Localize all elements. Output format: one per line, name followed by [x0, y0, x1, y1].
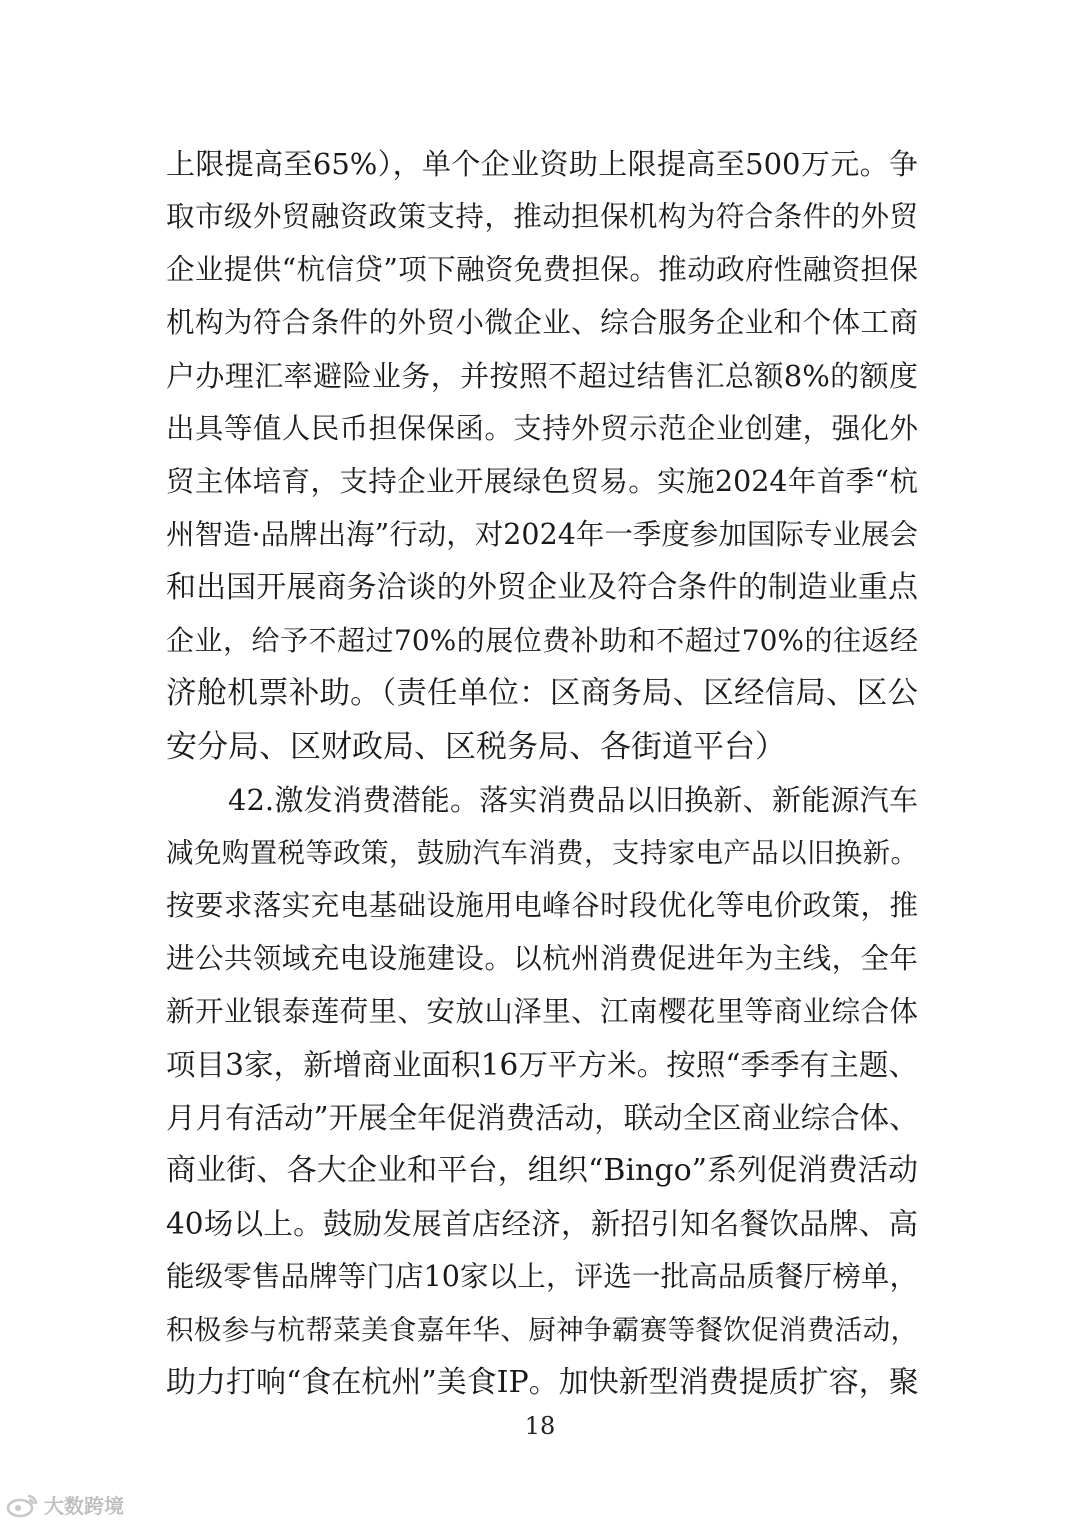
watermark-text: 大数跨境 — [44, 1494, 124, 1518]
text-line: 贸主体培育，支持企业开展绿色贸易。实施2024年首季“杭 — [166, 465, 918, 498]
text-line: 积极参与杭帮菜美食嘉年华、厨神争霸赛等餐饮促消费活动， — [166, 1314, 918, 1346]
page-number: 18 — [524, 1412, 556, 1440]
text-line: 助力打响“食在杭州”美食IP。加快新型消费提质扩容，聚 — [166, 1365, 919, 1400]
text-line: 月月有活动”开展全年促消费活动，联动全区商业综合体、 — [166, 1101, 919, 1135]
text-line: 企业提供“杭信贷”项下融资免费担保。推动政府性融资担保 — [166, 253, 918, 286]
text-line: 和出国开展商务洽谈的外贸企业及符合条件的制造业重点 — [166, 570, 918, 605]
watermark — [6, 1490, 124, 1519]
text-line: 企业，给予不超过70%的展位费补助和不超过70%的往返经 — [166, 624, 918, 657]
text-line: 安分局、区财政局、区税务局、各街道平台） — [166, 729, 786, 765]
text-line: 上限提高至65%），单个企业资助上限提高至500万元。争 — [166, 147, 918, 181]
paragraph-heading-line: 42.激发消费潜能。落实消费品以旧换新、新能源汽车 — [228, 783, 918, 817]
text-line: 按要求落实充电基础设施用电峰谷时段优化等电价政策，推 — [166, 889, 918, 922]
text-line: 能级零售品牌等门店10家以上，评选一批高品质餐厅榜单， — [166, 1260, 918, 1293]
text-line: 取市级外贸融资政策支持，推动担保机构为符合条件的外贸 — [166, 200, 918, 233]
text-line: 新开业银泰莲荷里、安放山泽里、江南樱花里等商业综合体 — [166, 995, 918, 1028]
text-line: 户办理汇率避险业务，并按照不超过结售汇总额8%的额度 — [166, 359, 918, 393]
text-line: 减免购置税等政策，鼓励汽车消费，支持家电产品以旧换新。 — [166, 837, 918, 869]
weibo-logo-icon — [6, 1492, 40, 1518]
text-line: 济舱机票补助。（责任单位：区商务局、区经信局、区公 — [166, 676, 918, 711]
text-line: 40场以上。鼓励发展首店经济，新招引知名餐饮品牌、高 — [166, 1207, 918, 1241]
text-line: 出具等值人民币担保保函。支持外贸示范企业创建，强化外 — [166, 412, 918, 445]
text-line: 商业街、各大企业和平台，组织“Bingo”系列促消费活动 — [166, 1153, 918, 1188]
text-line: 机构为符合条件的外贸小微企业、综合服务企业和个体工商 — [166, 306, 918, 339]
text-line: 州智造·品牌出海”行动，对2024年一季度参加国际专业展会 — [166, 518, 918, 551]
text-line: 进公共领域充电设施建设。以杭州消费促进年为主线，全年 — [166, 942, 918, 975]
text-line: 项目3家，新增商业面积16万平方米。按照“季季有主题、 — [166, 1048, 918, 1082]
